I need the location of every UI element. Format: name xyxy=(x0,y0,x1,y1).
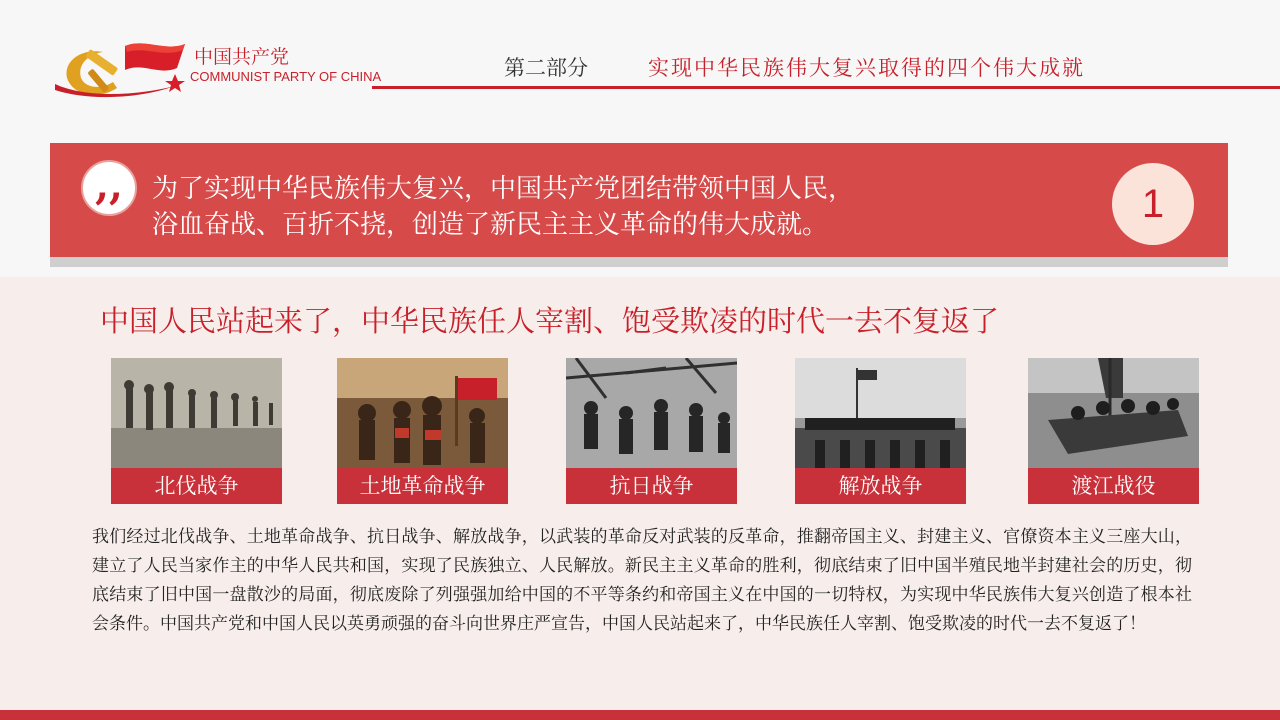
header xyxy=(0,0,1280,100)
caption-yangtze-crossing: 渡江战役 xyxy=(1028,468,1199,504)
banner-line-1: 为了实现中华民族伟大复兴，中国共产党团结带领中国人民， xyxy=(152,174,855,204)
photo-liberation-war xyxy=(795,358,966,468)
caption-anti-japanese-war: 抗日战争 xyxy=(566,468,737,504)
banner-line-2: 浴血奋战、百折不挠，创造了新民主主义革命的伟大成就。 xyxy=(152,210,829,240)
party-emblem-logo xyxy=(55,38,195,98)
caption-agrarian-revolution: 土地革命战争 xyxy=(337,468,508,504)
quote-mark: ,, xyxy=(95,162,123,209)
caption-liberation-war: 解放战争 xyxy=(795,468,966,504)
card-liberation-war xyxy=(795,358,966,504)
card-northern-expedition xyxy=(111,358,282,504)
photo-anti-japanese-war xyxy=(566,358,737,468)
body-paragraph: 我们经过北伐战争、土地革命战争、抗日战争、解放战争，以武装的革命反对武装的反革命，推翻帝国主义、封建主义、官僚资本主义三座大山，建立了人民当家作主的中华人民共和国，实现了民族独立、人民解放。新民主主义革命的胜利，彻底结束了旧中国半殖民地半封建社会的历史，彻底结束了旧中国一盘散沙的局面，彻底废除了列强强加给中国的不平等条约和帝国主义在中国的一切特权，为实现中华民族伟大复兴创造了根本社会条件。中国共产党和中国人民以英勇顽强的奋斗向世界庄严宣告，中国人民站起来了，中华民族任人宰割、饱受欺凌的时代一去不复返了！ xyxy=(92,527,1192,634)
headline: 中国人民站起来了，中华民族任人宰割、饱受欺凌的时代一去不复返了 xyxy=(100,304,1000,338)
header-divider xyxy=(372,86,1280,89)
caption-northern-expedition: 北伐战争 xyxy=(111,468,282,504)
card-yangtze-crossing xyxy=(1028,358,1199,504)
quote-icon xyxy=(81,160,137,216)
card-agrarian-revolution xyxy=(337,358,508,504)
photo-northern-expedition xyxy=(111,358,282,468)
section-number-badge: 1 xyxy=(1112,163,1194,245)
footer-bar xyxy=(0,710,1280,720)
section-label: 第二部分 xyxy=(504,56,588,80)
banner-shadow xyxy=(50,257,1228,267)
org-name-en: COMMUNIST PARTY OF CHINA xyxy=(190,69,382,84)
card-anti-japanese-war xyxy=(566,358,737,504)
photo-yangtze-crossing xyxy=(1028,358,1199,468)
photo-agrarian-revolution xyxy=(337,358,508,468)
org-name-cn: 中国共产党 xyxy=(194,46,290,68)
section-title: 实现中华民族伟大复兴取得的四个伟大成就 xyxy=(648,56,1085,80)
